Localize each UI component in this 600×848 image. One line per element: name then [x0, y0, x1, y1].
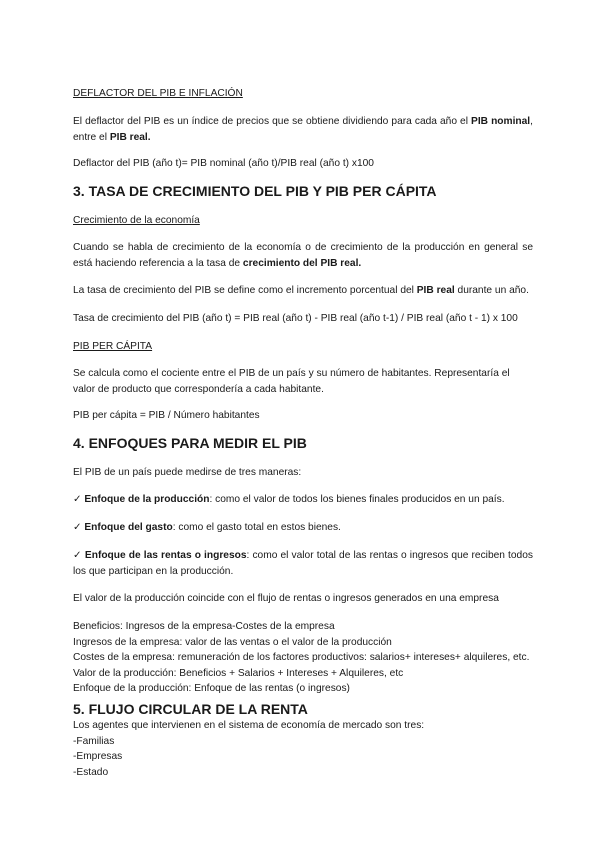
- definition-line: Valor de la producción: Beneficios + Salarios + Intereses + Alquileres, etc: [73, 667, 404, 679]
- heading-section-4: 4. ENFOQUES PARA MEDIR EL PIB: [73, 435, 307, 451]
- crecimiento-title: Crecimiento de la economía: [73, 215, 200, 226]
- agente-item: -Estado: [73, 766, 109, 778]
- agente-item: -Empresas: [73, 751, 123, 762]
- definition-line: Ingresos de la empresa: valor de las ventas o el valor de la producción: [73, 636, 392, 648]
- tasa-paragraph: La tasa de crecimiento del PIB se define como el incremento porcentual del PIB real durante un año.: [73, 285, 529, 296]
- deflactor-formula: Deflactor del PIB (año t)= PIB nominal (año t)/PIB real (año t) x100: [73, 158, 374, 169]
- flujo-list: [73, 718, 533, 780]
- check-icon: ✓: [73, 550, 82, 561]
- definition-line: Beneficios: Ingresos de la empresa-Costes de la empresa: [73, 621, 335, 632]
- definition-line: Enfoque de la producción: Enfoque de las rentas (o ingresos): [73, 683, 350, 694]
- deflactor-title: DEFLACTOR DEL PIB E INFLACIÓN: [73, 88, 243, 99]
- percapita-formula: PIB per cápita = PIB / Número habitantes: [73, 410, 260, 421]
- tasa-formula: Tasa de crecimiento del PIB (año t) = PIB real (año t) - PIB real (año t-1) / PIB real (año t - 1) x 100: [73, 313, 518, 324]
- check-icon: ✓: [73, 494, 82, 505]
- check-icon: ✓: [73, 522, 82, 533]
- enfoque-produccion: ✓ Enfoque de la producción: como el valor de todos los bienes finales producidos en un país.: [73, 494, 505, 505]
- heading-section-3: 3. TASA DE CRECIMIENTO DEL PIB Y PIB PER CÁPITA: [73, 183, 437, 199]
- flujo-intro: Los agentes que intervienen en el sistema de economía de mercado son tres:: [73, 720, 425, 731]
- crecimiento-paragraph: Cuando se habla de crecimiento de la economía o de crecimiento de la producción en general se está haciendo referencia a la tasa de crecimiento del PIB real.: [73, 242, 533, 269]
- enfoques-intro: El PIB de un país puede medirse de tres maneras:: [73, 467, 302, 478]
- coincide-paragraph: El valor de la producción coincide con el flujo de rentas o ingresos generados en una empresa: [73, 593, 499, 604]
- definitions-list: [73, 619, 533, 697]
- definition-line: Costes de la empresa: remuneración de los factores productivos: salarios+ intereses+ alquileres, etc.: [73, 652, 530, 663]
- percapita-paragraph: Se calcula como el cociente entre el PIB de un país y su número de habitantes. Representaría el valor de producto que correspondería a cada habitante.: [73, 368, 510, 395]
- agente-item: -Familias: [73, 735, 115, 747]
- enfoque-gasto: ✓ Enfoque del gasto: como el gasto total en estos bienes.: [73, 522, 341, 533]
- percapita-title: PIB PER CÁPITA: [73, 341, 153, 352]
- deflactor-paragraph: El deflactor del PIB es un índice de precios que se obtiene dividiendo para cada año el PIB nominal, entre el PIB real.: [73, 116, 533, 143]
- heading-section-5: 5. FLUJO CIRCULAR DE LA RENTA: [73, 701, 308, 717]
- enfoque-rentas: ✓ Enfoque de las rentas o ingresos: como el valor total de las rentas o ingresos que reciben todos los que participan en la producción.: [73, 550, 533, 577]
